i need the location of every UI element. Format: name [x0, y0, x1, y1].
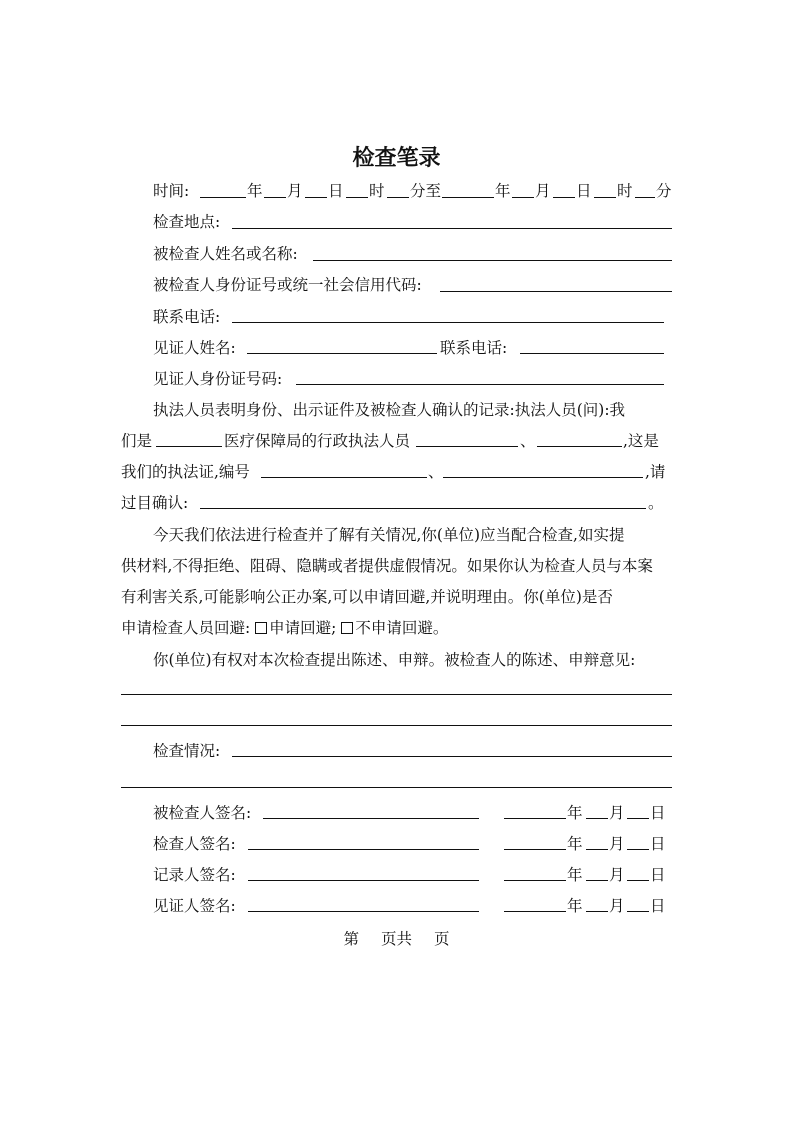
start-year-field[interactable] — [200, 197, 246, 198]
year-label: 年 — [567, 897, 583, 915]
phone-field[interactable] — [232, 322, 664, 323]
notice-recusal-question: 申请检查人员回避: — [121, 619, 251, 637]
inspected-id-label: 被检查人身份证号或统一社会信用代码: — [153, 276, 422, 294]
statement-line-1[interactable] — [121, 694, 672, 695]
officer-1-field[interactable] — [416, 446, 518, 447]
no-recusal-label: 不申请回避。 — [355, 619, 449, 637]
sign-month-field[interactable] — [586, 911, 608, 912]
checkbox-icon — [255, 622, 267, 634]
situation-line-1[interactable] — [232, 756, 672, 757]
sign-month-field[interactable] — [586, 818, 608, 819]
footer-ye: 页 — [434, 930, 450, 948]
day-label: 日 — [650, 866, 666, 884]
sign-day-field[interactable] — [627, 849, 649, 850]
witness-phone-field[interactable] — [520, 353, 664, 354]
no-recusal-checkbox[interactable] — [341, 619, 448, 637]
notice-line-1: 今天我们依法进行检查并了解有关情况,你(单位)应当配合检查,如实提 — [153, 526, 625, 544]
statement-line-2[interactable] — [121, 725, 672, 726]
day-label: 日 — [650, 835, 666, 853]
intro-sep-2: 、 — [428, 463, 444, 481]
apply-recusal-label: 申请回避; — [269, 619, 337, 637]
location-field[interactable] — [232, 228, 672, 229]
minute-label: 分 — [656, 182, 672, 200]
year-label: 年 — [247, 182, 263, 200]
cert-number-1-field[interactable] — [261, 477, 427, 478]
day-label: 日 — [576, 182, 592, 200]
year-label: 年 — [567, 804, 583, 822]
inspected-name-field[interactable] — [313, 260, 672, 261]
sign-year-field[interactable] — [504, 818, 566, 819]
end-day-field[interactable] — [553, 197, 575, 198]
sign-year-field[interactable] — [504, 880, 566, 881]
year-label: 年 — [567, 835, 583, 853]
month-label: 月 — [609, 804, 625, 822]
time-label: 时间: — [153, 182, 190, 200]
signature-label: 见证人签名: — [153, 897, 236, 915]
hour-label: 时 — [369, 182, 385, 200]
sign-month-field[interactable] — [586, 880, 608, 881]
intro-line-1: 执法人员表明身份、出示证件及被检查人确认的记录:执法人员(问):我 — [153, 401, 626, 419]
inspected-name-label: 被检查人姓名或名称: — [153, 245, 298, 263]
officer-2-field[interactable] — [537, 446, 622, 447]
footer-ye-gong: 页共 — [380, 930, 412, 948]
witness-name-field[interactable] — [247, 353, 437, 354]
start-hour-field[interactable] — [346, 197, 368, 198]
situation-line-2[interactable] — [121, 787, 672, 788]
notice-line-4 — [121, 618, 448, 638]
notice-line-3: 有利害关系,可能影响公正办案,可以申请回避,并说明理由。你(单位)是否 — [121, 588, 613, 606]
sign-day-field[interactable] — [627, 880, 649, 881]
witness-name-label: 见证人姓名: — [153, 339, 236, 357]
inspected-id-field[interactable] — [440, 291, 672, 292]
month-label: 月 — [609, 866, 625, 884]
signature-label: 检查人签名: — [153, 835, 236, 853]
intro-confirm: 过目确认: — [121, 494, 189, 512]
situation-label: 检查情况: — [153, 742, 221, 760]
hour-label: 时 — [617, 182, 633, 200]
notice-line-2: 供材料,不得拒绝、阻碍、隐瞒或者提供虚假情况。如果你认为检查人员与本案 — [121, 557, 653, 575]
day-label: 日 — [650, 804, 666, 822]
signature-label: 被检查人签名: — [153, 804, 252, 822]
end-year-field[interactable] — [442, 197, 494, 198]
intro-please: ,请 — [645, 463, 666, 481]
day-label: 日 — [328, 182, 344, 200]
intro-cert-number: 我们的执法证,编号 — [121, 463, 250, 481]
sign-year-field[interactable] — [504, 849, 566, 850]
footer-di: 第 — [343, 930, 359, 948]
intro-this-is: ,这是 — [623, 432, 659, 450]
checkbox-icon — [341, 622, 353, 634]
apply-recusal-checkbox[interactable] — [255, 619, 336, 637]
statement-prompt: 你(单位)有权对本次检查提出陈述、申辩。被检查人的陈述、申辩意见: — [153, 651, 636, 669]
signature-field[interactable] — [263, 818, 479, 819]
end-month-field[interactable] — [512, 197, 534, 198]
signature-label: 记录人签名: — [153, 866, 236, 884]
day-label: 日 — [650, 897, 666, 915]
intro-period: 。 — [648, 494, 664, 512]
end-minute-field[interactable] — [635, 197, 655, 198]
year-label: 年 — [495, 182, 511, 200]
month-label: 月 — [609, 835, 625, 853]
bureau-name-field[interactable] — [156, 446, 222, 447]
confirm-field[interactable] — [200, 508, 646, 509]
page-title: 检查笔录 — [352, 145, 441, 171]
start-minute-field[interactable] — [387, 197, 409, 198]
start-day-field[interactable] — [305, 197, 327, 198]
witness-phone-label: 联系电话: — [440, 339, 508, 357]
month-label: 月 — [287, 182, 303, 200]
location-label: 检查地点: — [153, 213, 221, 231]
year-label: 年 — [567, 866, 583, 884]
intro-bureau-text: 医疗保障局的行政执法人员 — [224, 432, 411, 450]
witness-id-field[interactable] — [296, 384, 664, 385]
signature-field[interactable] — [248, 880, 479, 881]
minute-to-label: 分至 — [410, 182, 442, 200]
month-label: 月 — [535, 182, 551, 200]
start-month-field[interactable] — [264, 197, 286, 198]
sign-day-field[interactable] — [627, 818, 649, 819]
sign-month-field[interactable] — [586, 849, 608, 850]
sign-year-field[interactable] — [504, 911, 566, 912]
month-label: 月 — [609, 897, 625, 915]
signature-field[interactable] — [248, 849, 479, 850]
phone-label: 联系电话: — [153, 308, 221, 326]
sign-day-field[interactable] — [627, 911, 649, 912]
signature-field[interactable] — [248, 911, 479, 912]
end-hour-field[interactable] — [594, 197, 616, 198]
intro-sep: 、 — [520, 432, 536, 450]
cert-number-2-field[interactable] — [443, 477, 643, 478]
intro-we-are: 们是 — [121, 432, 153, 450]
witness-id-label: 见证人身份证号码: — [153, 370, 283, 388]
page-footer — [0, 929, 793, 949]
